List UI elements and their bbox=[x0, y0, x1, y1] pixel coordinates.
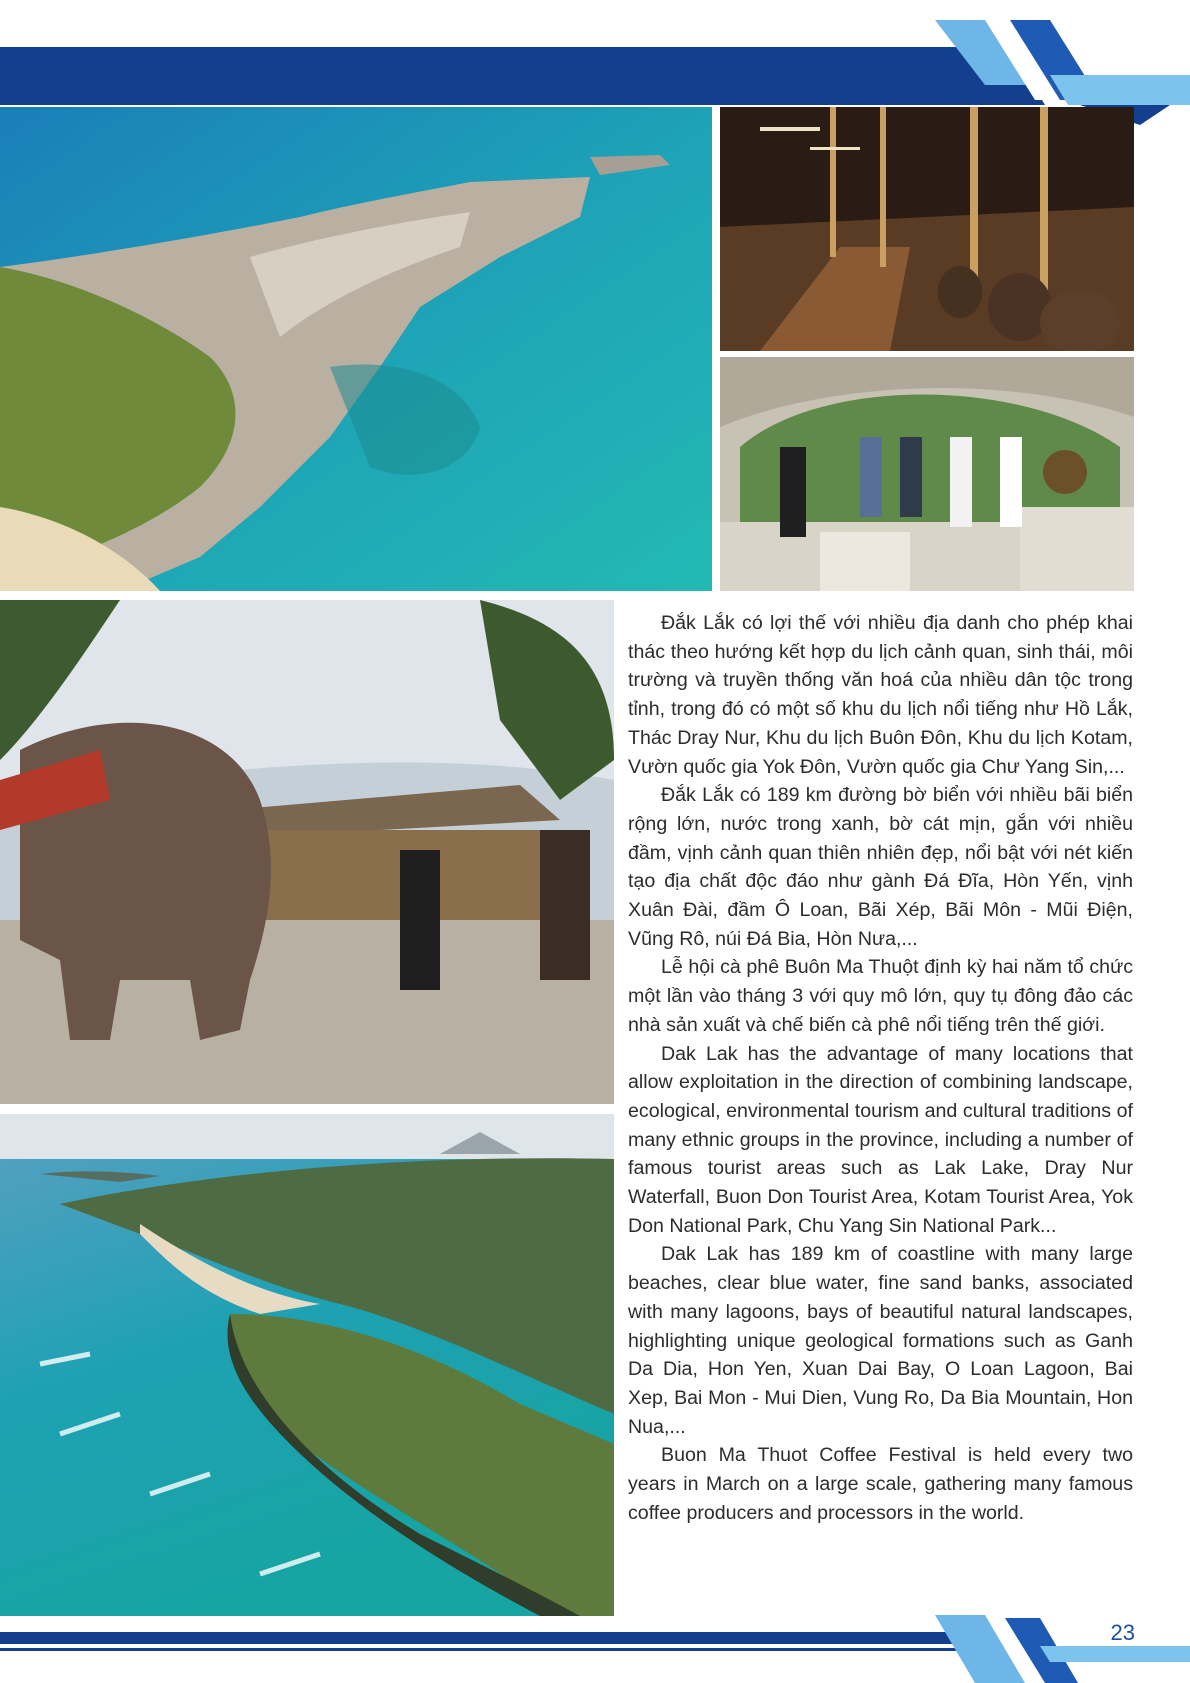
paragraph-en-1: Dak Lak has the advantage of many locations that allow exploitation in the direction of combining landscape, ecological, environmental tourism and cultural traditions of many ethnic groups in the province, including a number of famous tourist areas such as Lak Lake, Dray Nur Waterfall, Buon Don Tourist Area, Kotam Tourist Area, Yok Don National Park, Chu Yang Sin National Park... bbox=[628, 1042, 1133, 1237]
page-number: 23 bbox=[1110, 1620, 1135, 1645]
photo-elephant-village bbox=[0, 600, 614, 1104]
paragraph-en-3: Buon Ma Thuot Coffee Festival is held every two years in March on a large scale, gathering many famous coffee producers and processors in the world. bbox=[628, 1444, 1133, 1524]
photo-museum-visitors bbox=[720, 357, 1134, 591]
photo-rocky-coast-aerial bbox=[0, 107, 712, 591]
paragraph-vi-2: Đắk Lắk có 189 km đường bờ biển với nhiều bãi biển rộng lớn, nước trong xanh, bờ cát mịn, gắn với nhiều đầm, vịnh cảnh quan thiên nhiên đẹp, nổi bật với nét kiến tạo địa chất độc đáo như gành Đá Đĩa, Hòn Yến, vịnh Xuân Đài, đầm Ô Loan, Bãi Xép, Bãi Môn - Mũi Điện, Vũng Rô, núi Đá Bia, Hòn Nưa,... bbox=[628, 784, 1133, 950]
photo-museum-jars bbox=[720, 107, 1134, 351]
photo-coastline-aerial bbox=[0, 1114, 614, 1616]
paragraph-en-2: Dak Lak has 189 km of coastline with many large beaches, clear blue water, fine sand banks, associated with many lagoons, bays of beautiful natural landscapes, highlighting unique geological formations such as Ganh Da Dia, Hon Yen, Xuan Dai Bay, O Loan Lagoon, Bai Xep, Bai Mon - Mui Dien, Vung Ro, Da Bia Mountain, Hon Nua,... bbox=[628, 1243, 1133, 1438]
paragraph-vi-1: Đắk Lắk có lợi thế với nhiều địa danh cho phép khai thác theo hướng kết hợp du lịch cảnh quan, sinh thái, môi trường và truyền thống văn hoá của nhiều dân tộc trong tỉnh, trong đó có một số khu du lịch nổi tiếng như Hồ Lắk, Thác Dray Nur, Khu du lịch Buôn Đôn, Khu du lịch Kotam, Vườn quốc gia Yok Đôn, Vườn quốc gia Chư Yang Sin,... bbox=[628, 612, 1133, 778]
article-text bbox=[628, 609, 1133, 1528]
paragraph-vi-3: Lễ hội cà phê Buôn Ma Thuột định kỳ hai năm tổ chức một lần vào tháng 3 với quy mô lớn, quy tụ đông đảo các nhà sản xuất và chế biến cà phê nổi tiếng trên thế giới. bbox=[628, 956, 1133, 1036]
